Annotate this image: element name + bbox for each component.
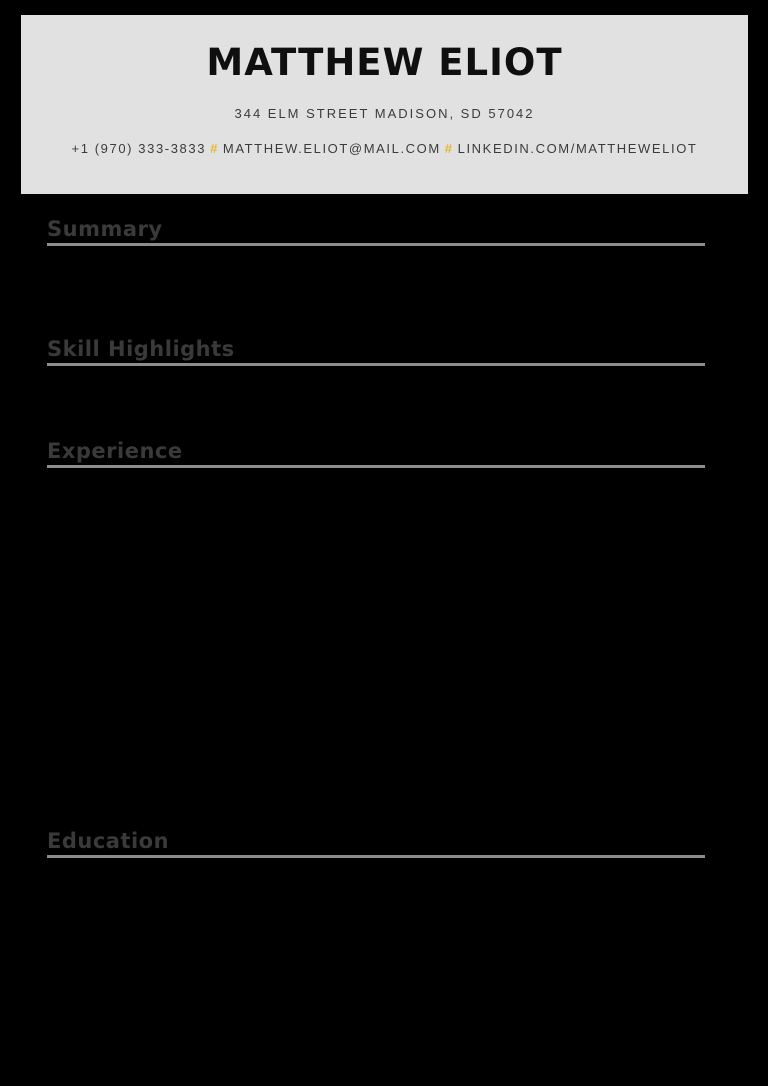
section-heading: Summary <box>47 217 163 241</box>
person-name: MATTHEW ELIOT <box>206 41 563 84</box>
hash-separator-icon: # <box>444 141 454 156</box>
section-divider <box>47 855 705 858</box>
address-line: 344 ELM STREET MADISON, SD 57042 <box>234 106 535 121</box>
hash-separator-icon: # <box>210 141 219 156</box>
section-education <box>47 829 705 858</box>
linkedin-url: LINKEDIN.COM/MATTHEWELIOT <box>457 141 698 156</box>
section-divider <box>47 363 705 366</box>
section-divider <box>47 465 705 468</box>
contact-line <box>21 141 748 157</box>
phone-number: +1 (970) 333-3833 <box>71 141 207 156</box>
section-heading: Skill Highlights <box>47 337 235 361</box>
email-address: MATTHEW.ELIOT@MAIL.COM <box>222 141 441 156</box>
section-skill-highlights <box>47 337 705 366</box>
section-summary <box>47 217 705 246</box>
section-divider <box>47 243 705 246</box>
section-experience <box>47 439 705 468</box>
section-heading: Experience <box>47 439 183 463</box>
resume-header <box>21 15 748 194</box>
section-heading: Education <box>47 829 170 853</box>
